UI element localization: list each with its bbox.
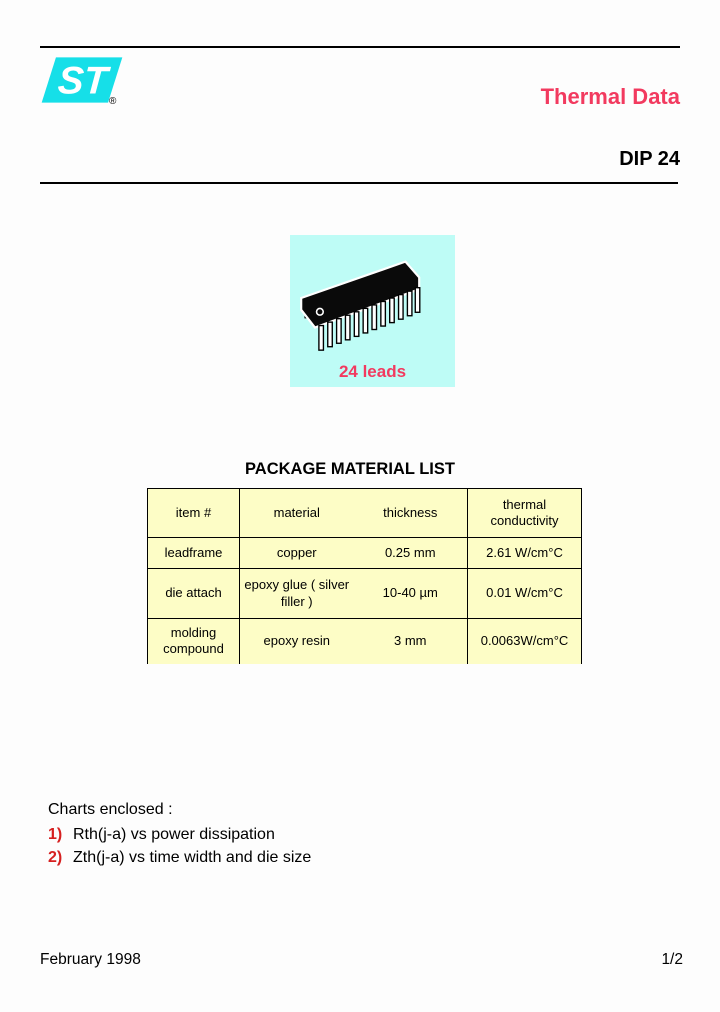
package-material-table [147,488,582,664]
cell-conductivity: 0.01 W/cm°C [468,569,582,619]
chart-item-number: 2) [48,849,63,866]
cell-thickness: 0.25 mm [354,538,468,569]
cell-material: epoxy glue ( silver filler ) [240,569,354,619]
footer-page-number: 1/2 [661,951,683,968]
footer-date: February 1998 [40,951,141,968]
col-header-thickness: thickness [354,489,468,538]
cell-thickness: 3 mm [354,619,468,664]
cell-conductivity: 2.61 W/cm°C [468,538,582,569]
cell-material: epoxy resin [240,619,354,664]
chart-item-label: Rth(j-a) vs power dissipation [73,826,275,843]
cell-conductivity: 0.0063W/cm°C [468,619,582,664]
chart-list-item [48,826,311,844]
table-row [148,569,582,619]
cell-material: copper [240,538,354,569]
product-name: DIP 24 [619,148,680,170]
package-figure [290,235,455,387]
cell-item: molding compound [148,619,240,664]
svg-text:ST: ST [56,59,109,103]
table-row [148,619,582,664]
col-header-conductivity: thermal conductivity [468,489,582,538]
chart-list-item [48,849,311,867]
header-top-rule [40,46,680,48]
chart-item-number: 1) [48,826,63,843]
table-header-row [148,489,582,538]
registered-trademark-icon: ® [109,96,117,107]
charts-enclosed-section [48,801,311,872]
table-row [148,538,582,569]
cell-item: leadframe [148,538,240,569]
col-header-item: item # [148,489,240,538]
chart-item-label: Zth(j-a) vs time width and die size [73,849,312,866]
dip-package-illustration-icon [293,241,451,359]
package-caption: 24 leads [338,362,407,381]
table-title: PACKAGE MATERIAL LIST [245,460,455,478]
charts-heading: Charts enclosed : [48,801,173,818]
header-bottom-rule [40,182,678,184]
cell-item: die attach [148,569,240,619]
cell-thickness: 10-40 µm [354,569,468,619]
col-header-material: material [240,489,354,538]
page-title: Thermal Data [540,84,680,109]
